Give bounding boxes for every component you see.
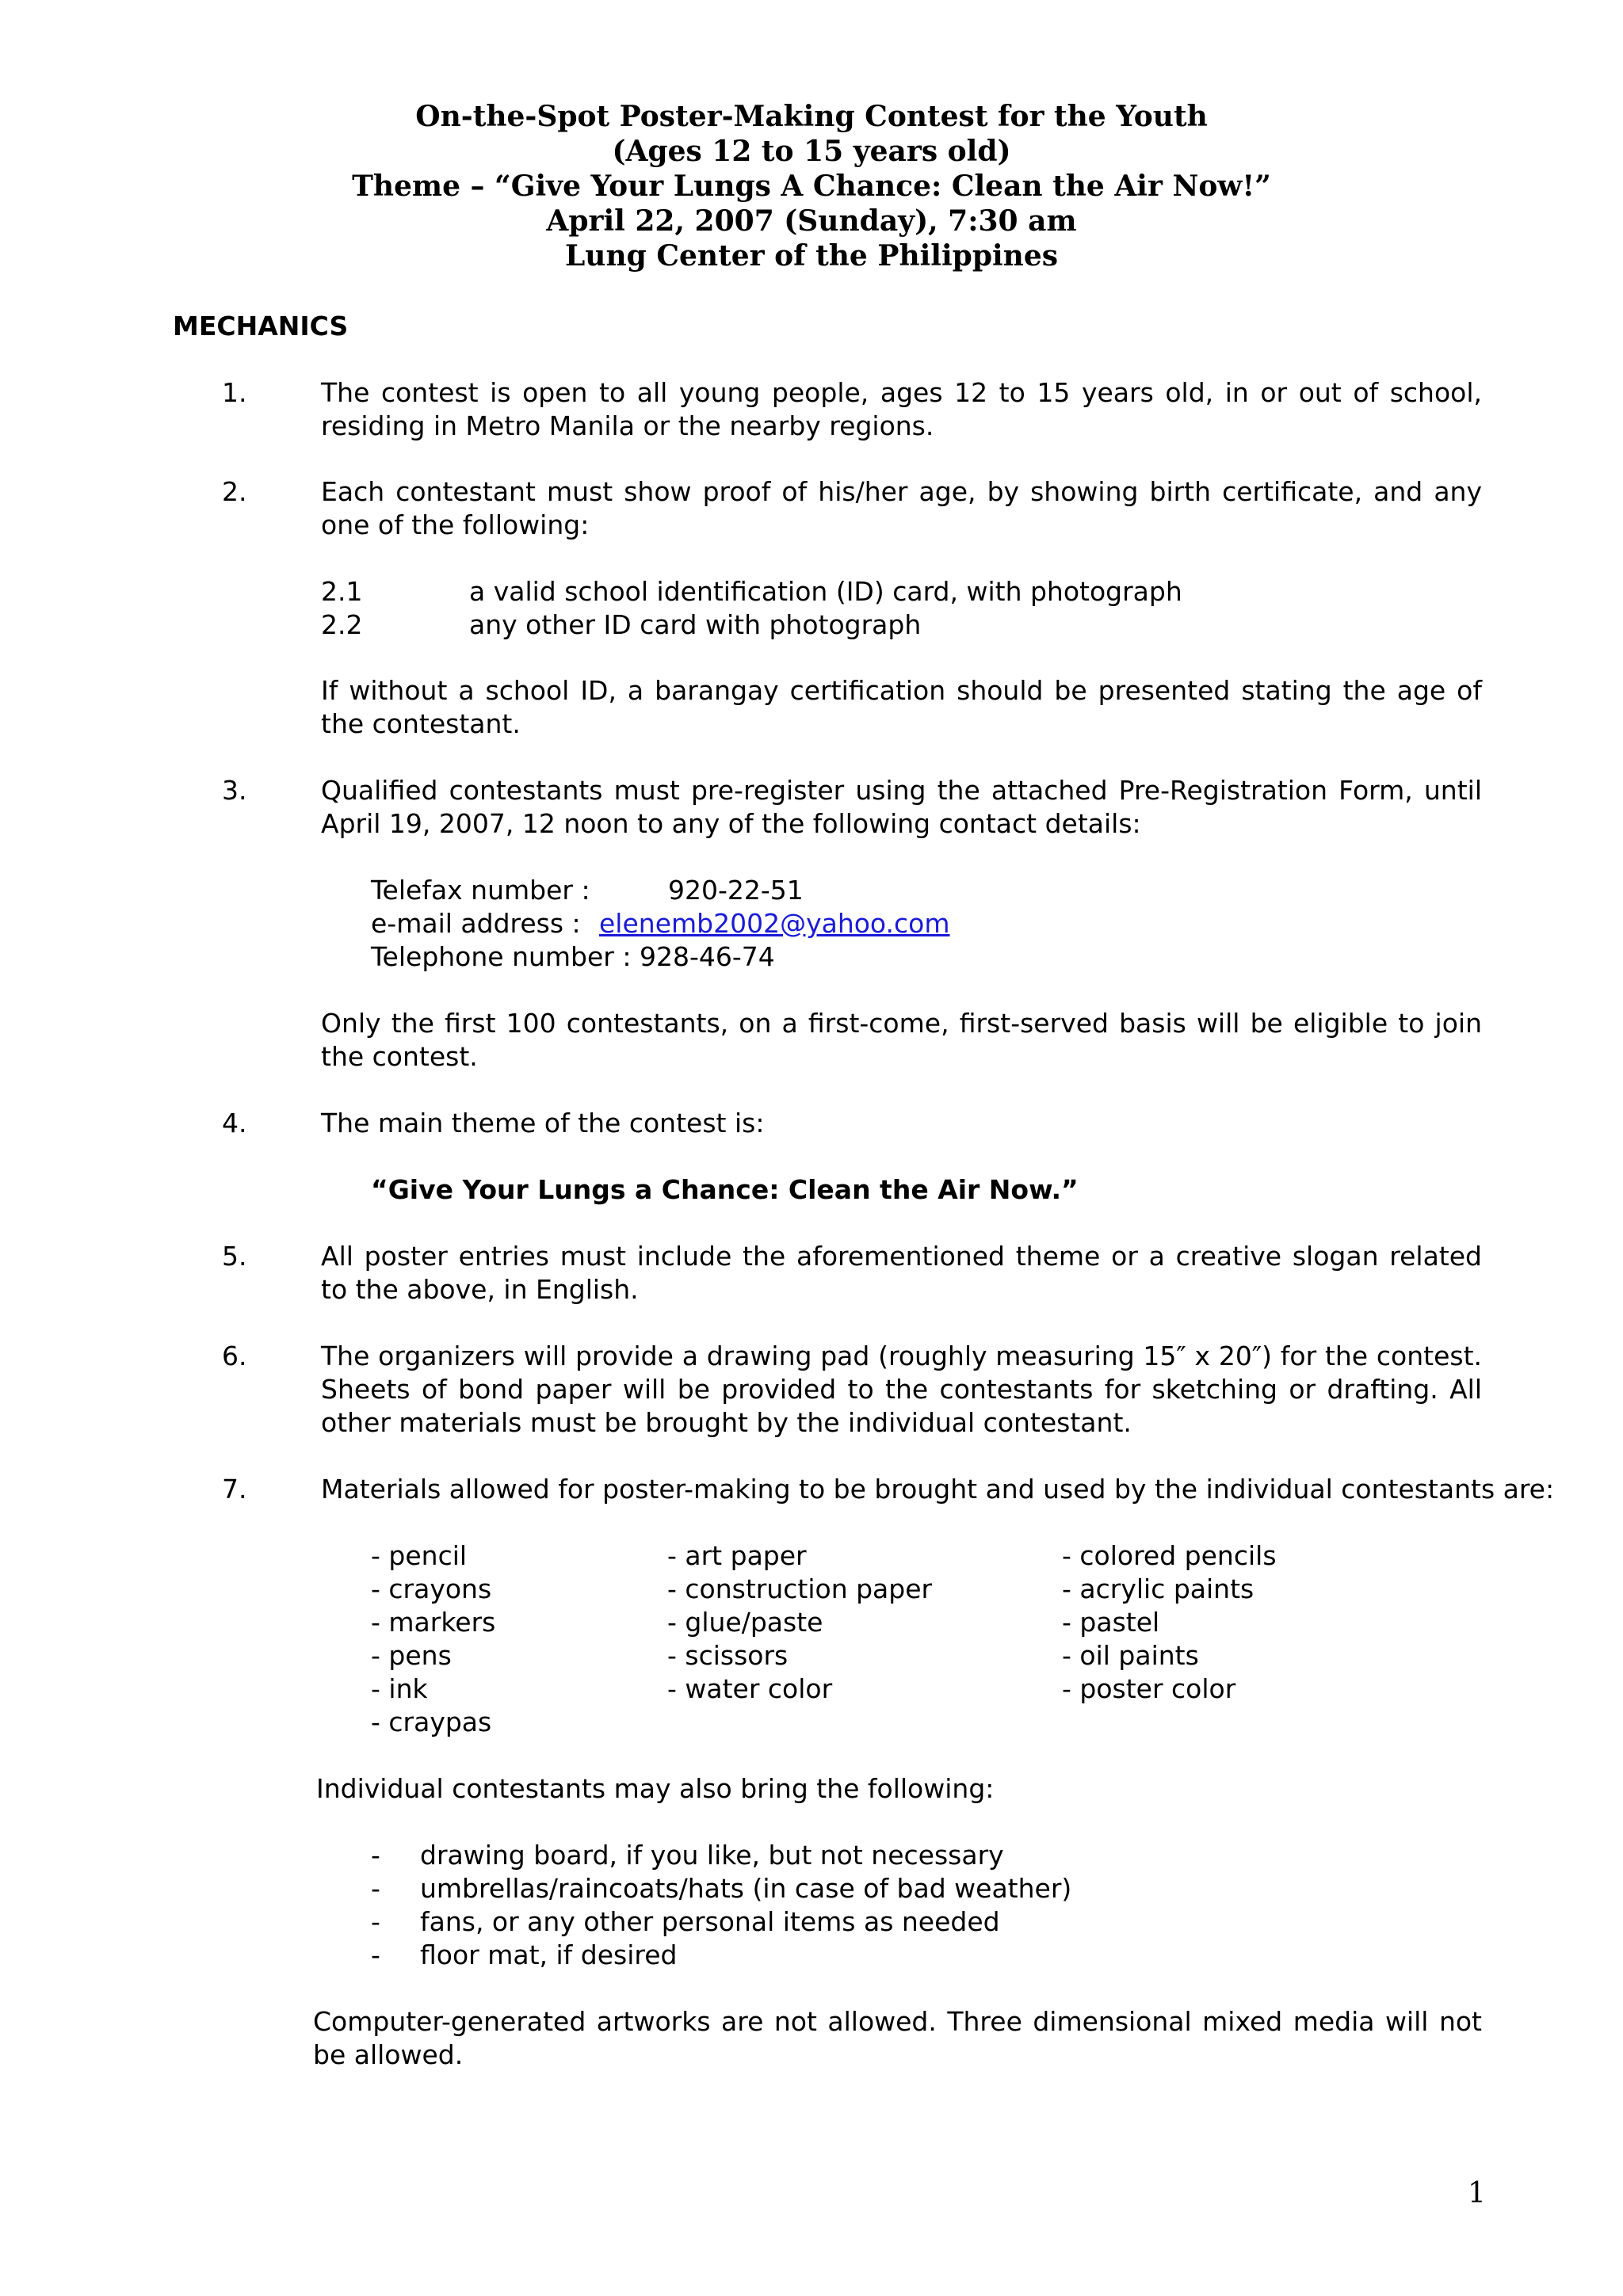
- material-item: - pencil: [371, 1540, 468, 1571]
- item-number: 3.: [222, 775, 247, 806]
- also-bring-item: fans, or any other personal items as needed: [420, 1906, 1000, 1937]
- material-item: - water color: [667, 1673, 833, 1704]
- material-item: - oil paints: [1062, 1640, 1199, 1671]
- telefax-label: Telefax number :: [371, 875, 590, 906]
- material-item: - colored pencils: [1062, 1540, 1277, 1571]
- item-text: The main theme of the contest is:: [321, 1108, 765, 1138]
- also-bring-item: floor mat, if desired: [420, 1939, 678, 1970]
- first-100-note: Only the first 100 contestants, on a first-come, first-served basis will be eligible to join the contest.: [321, 1008, 1482, 1072]
- closing-note: Computer-generated artworks are not allowed. Three dimensional mixed media will not be allowed.: [313, 2006, 1482, 2070]
- item-text: Materials allowed for poster-making to be brought and used by the individual contestants are:: [321, 1474, 1555, 1505]
- material-item: - poster color: [1062, 1673, 1236, 1704]
- section-heading: MECHANICS: [173, 311, 349, 341]
- date-subtitle: April 22, 2007 (Sunday), 7:30 am: [546, 204, 1077, 238]
- material-item: - markers: [371, 1607, 496, 1638]
- material-item: - acrylic paints: [1062, 1573, 1254, 1604]
- material-item: - art paper: [667, 1540, 807, 1571]
- dash-bullet: -: [371, 1873, 380, 1904]
- sub-item-number: 2.1: [321, 576, 363, 607]
- material-item: - glue/paste: [667, 1607, 823, 1638]
- id-note: If without a school ID, a barangay certification should be presented stating the age of the contestant.: [321, 675, 1482, 739]
- email-link[interactable]: elenemb2002@yahoo.com: [599, 908, 950, 939]
- telefax-value: 920-22-51: [668, 875, 804, 906]
- telephone-line: Telephone number : 928-46-74: [371, 941, 775, 972]
- item-number: 7.: [222, 1474, 247, 1505]
- material-item: - pastel: [1062, 1607, 1160, 1638]
- sub-item-text: any other ID card with photograph: [469, 609, 922, 640]
- email-label: e-mail address :: [371, 908, 581, 939]
- material-item: - pens: [371, 1640, 452, 1671]
- item-text: Each contestant must show proof of his/her age, by showing birth certificate, and any one of the following:: [321, 476, 1482, 540]
- also-bring-intro: Individual contestants may also bring the following:: [316, 1773, 995, 1804]
- age-range-subtitle: (Ages 12 to 15 years old): [612, 135, 1011, 168]
- material-item: - construction paper: [667, 1573, 933, 1604]
- item-text: Qualified contestants must pre-register using the attached Pre-Registration Form, until April 19, 2007, 12 noon to any of the following contact details:: [321, 775, 1482, 839]
- item-number: 1.: [222, 377, 247, 408]
- material-item: - ink: [371, 1673, 428, 1704]
- material-item: - craypas: [371, 1707, 492, 1737]
- venue-subtitle: Lung Center of the Philippines: [564, 239, 1059, 273]
- also-bring-item: drawing board, if you like, but not necessary: [420, 1840, 1004, 1871]
- material-item: - scissors: [667, 1640, 789, 1671]
- theme-subtitle: Theme – “Give Your Lungs A Chance: Clean the Air Now!”: [352, 170, 1271, 203]
- dash-bullet: -: [371, 1840, 380, 1871]
- sub-item-text: a valid school identification (ID) card, with photograph: [469, 576, 1182, 607]
- dash-bullet: -: [371, 1906, 380, 1937]
- item-text: The organizers will provide a drawing pad (roughly measuring 15″ x 20″) for the contest. Sheets of bond paper will be provided to the contestants for sketching or drafting. All other materials must be brought by the individual contestant.: [321, 1341, 1482, 1438]
- item-text: The contest is open to all young people, ages 12 to 15 years old, in or out of school, residing in Metro Manila or the nearby regions.: [321, 377, 1482, 441]
- material-item: - crayons: [371, 1573, 492, 1604]
- item-number: 5.: [222, 1241, 247, 1272]
- item-text: All poster entries must include the aforementioned theme or a creative slogan related to the above, in English.: [321, 1241, 1482, 1305]
- theme-quote: “Give Your Lungs a Chance: Clean the Air Now.”: [371, 1174, 1079, 1205]
- item-number: 4.: [222, 1108, 247, 1138]
- document-title: On-the-Spot Poster-Making Contest for the Youth: [415, 100, 1208, 133]
- dash-bullet: -: [371, 1939, 380, 1970]
- page-number: 1: [1468, 2177, 1486, 2210]
- also-bring-item: umbrellas/raincoats/hats (in case of bad weather): [420, 1873, 1072, 1904]
- item-number: 6.: [222, 1341, 247, 1371]
- item-number: 2.: [222, 476, 247, 507]
- sub-item-number: 2.2: [321, 609, 363, 640]
